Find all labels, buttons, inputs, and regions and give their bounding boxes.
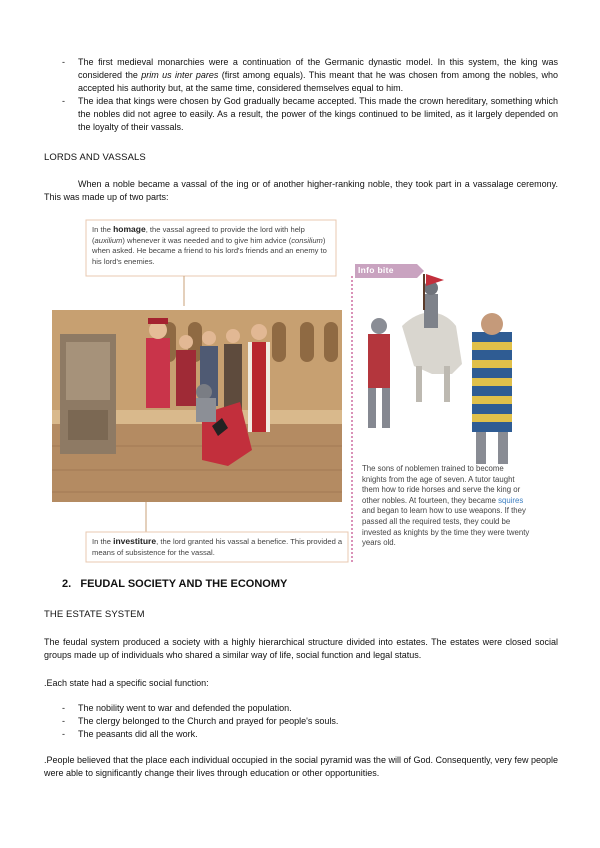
info-bite-label: Info bite [358, 265, 394, 275]
bullet-dash: - [62, 729, 65, 739]
bullet-dash: - [62, 96, 65, 106]
bullet-dash: - [62, 716, 65, 726]
list-item [44, 715, 558, 728]
bullet-text-emphasis: prim us inter pares [141, 70, 219, 80]
list-item [44, 702, 558, 715]
list-item-text: The clergy belonged to the Church and prayed for people's souls. [78, 716, 339, 726]
section-heading-lords-vassals: LORDS AND VASSALS [44, 152, 146, 163]
bullet-text: The idea that kings were chosen by God gradually became accepted. This made the crown hereditary, something which the nobles did not agree to easily. As a result, the power of the kings continued to be limited, as it largely depended on the loyalty of their vassals. [78, 96, 558, 132]
info-bite-term-squires: squires [498, 495, 524, 505]
caption-term-auxilium: auxilium [94, 235, 123, 245]
list-item-text: The nobility went to war and defended the population. [78, 703, 292, 713]
estate-paragraph-3: .People believed that the place each individual occupied in the social pyramid was the will of God. Consequently, very few people were able to significantly change their lives through education or other opportunities. [44, 755, 558, 778]
homage-caption [92, 224, 332, 267]
lords-paragraph: When a noble became a vassal of the ing or of another higher-ranking noble, they took part in a vassalage ceremony. This was made up of two parts: [44, 179, 558, 202]
caption-text: ) when asked. He became a friend to his lord's friends and an enemy to his lord's enemies. [92, 235, 327, 266]
bullet-dash: - [62, 57, 65, 67]
list-item-text: The peasants did all the work. [78, 729, 198, 739]
vassalage-figure [52, 214, 532, 566]
bullet-text [78, 56, 558, 95]
bullet-text-post: (first among equals). This meant that he was chosen from among the nobles, who accepted his authority but, at the same time, considered themselves equal to him. [78, 70, 558, 93]
caption-text: , the vassal agreed to provide the lord with help ( [92, 225, 305, 245]
info-bite-text [362, 464, 530, 549]
caption-term-investiture: investiture [113, 536, 157, 546]
investiture-caption [92, 536, 344, 558]
caption-text: , the lord granted his vassal a benefice. This provided a means of subsistence for the vassal. [92, 537, 343, 557]
bullet-item [44, 95, 558, 134]
caption-text: ) whenever it was needed and to give him advice ( [122, 235, 292, 245]
estate-paragraph-2: .Each state had a specific social function: [44, 678, 209, 688]
estate-list [44, 702, 558, 741]
estate-paragraph-1: The feudal system produced a society with a highly hierarchical structure divided into estates. The estates were closed social groups made up of individuals who shared a similar way of life, social function and legal status. [44, 637, 558, 660]
section-2-heading [62, 578, 287, 590]
bullet-dash: - [62, 703, 65, 713]
caption-text: In the [92, 225, 114, 234]
info-bite-text-pre: The sons of noblemen trained to become knights from the age of seven. A tutor taught them how to ride horses and serve the king or other nobles. At fourteen, they became [362, 464, 521, 505]
caption-term-homage: homage [113, 224, 146, 234]
list-item [44, 728, 558, 741]
info-bite-text-post: and began to learn how to use weapons. If they passed all the required tests, they could be invested as knights by the time they were twenty years old. [362, 506, 530, 548]
section-title: FEUDAL SOCIETY AND THE ECONOMY [80, 578, 288, 590]
caption-term-consilium: consilium [291, 235, 323, 245]
section-number: 2. [62, 578, 72, 590]
bullet-item [44, 56, 558, 95]
caption-text: In the [92, 537, 114, 546]
top-bullet-list [44, 56, 558, 134]
section-heading-estate-system: THE ESTATE SYSTEM [44, 609, 145, 620]
bullet-text-pre: The first medieval monarchies were a continuation of the Germanic dynastic model. In this system, the king was considered the [78, 57, 558, 80]
